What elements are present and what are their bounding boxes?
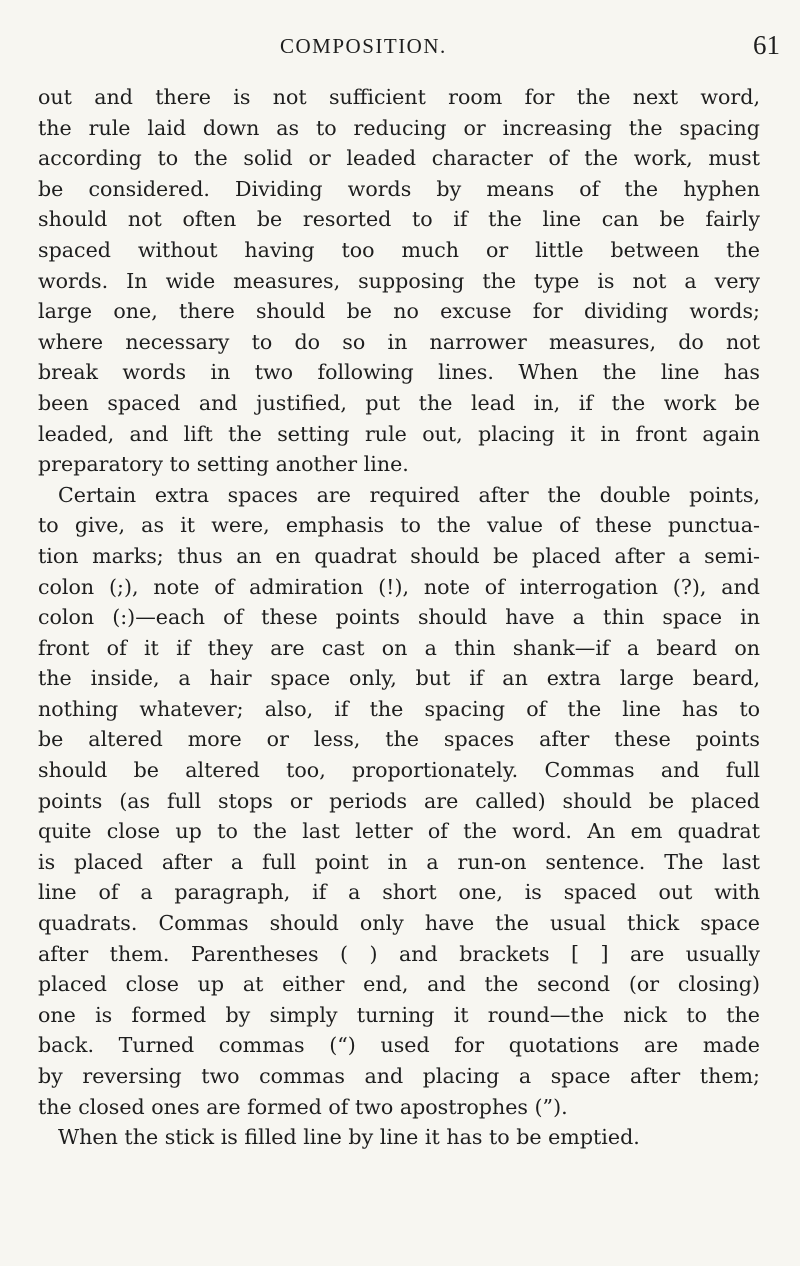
text-line: be altered more or less, the spaces after these points [38, 727, 760, 752]
paragraph-last-line: the closed ones are formed of two apostrophes (”). [38, 1094, 568, 1119]
text-line: When the stick is filled line by line it has to be emptied. [58, 1125, 640, 1150]
text-line: back. Turned commas (“) used for quotations are made [38, 1033, 760, 1058]
text-line: nothing whatever; also, if the spacing of the line has to [38, 696, 760, 721]
text-line: out and there is not sufficient room for the next word, [38, 85, 760, 109]
text-line: after them. Parentheses ( ) and brackets [ ] are usually [38, 941, 760, 966]
text-line: one is formed by simply turning it round—the nick to the [38, 1002, 760, 1027]
text-line: been spaced and justified, put the lead in, if the work be [38, 390, 760, 415]
body-text [38, 82, 760, 1153]
text-line: should be altered too, proportionately. Commas and full [38, 758, 760, 783]
text-line: front of it if they are cast on a thin shank—if a beard on [38, 635, 760, 660]
text-line: according to the solid or leaded character of the work, must [38, 146, 760, 171]
text-line: colon (;), note of admiration (!), note of interrogation (?), and [38, 574, 760, 599]
text-line: words. In wide measures, supposing the type is not a very [38, 268, 760, 293]
paragraph-last-line: preparatory to setting another line. [38, 452, 409, 477]
text-line: points (as full stops or periods are called) should be placed [38, 788, 760, 813]
text-line: should not often be resorted to if the line can be fairly [38, 207, 760, 232]
running-title: COMPOSITION. [280, 34, 447, 58]
text-line: be considered. Dividing words by means of the hyphen [38, 176, 760, 201]
text-line: leaded, and lift the setting rule out, placing it in front again [38, 421, 760, 446]
text-line: large one, there should be no excuse for dividing words; [38, 299, 760, 324]
text-line: break words in two following lines. When the line has [38, 360, 760, 385]
running-head [280, 30, 780, 60]
page-number: 61 [753, 30, 780, 60]
text-line: spaced without having too much or little between the [38, 237, 760, 262]
text-line: quadrats. Commas should only have the usual thick space [38, 911, 760, 936]
text-line: the inside, a hair space only, but if an extra large beard, [38, 666, 760, 691]
text-line: line of a paragraph, if a short one, is spaced out with [38, 880, 760, 905]
text-line: tion marks; thus an en quadrat should be placed after a semi- [38, 543, 760, 568]
text-line: colon (:)—each of these points should have a thin space in [38, 605, 760, 630]
text-line: where necessary to do so in narrower measures, do not [38, 329, 760, 354]
text-line: the rule laid down as to reducing or increasing the spacing [38, 115, 760, 140]
text-line: to give, as it were, emphasis to the value of these punctua- [38, 513, 760, 538]
text-line: is placed after a full point in a run-on sentence. The last [38, 849, 760, 874]
text-line: quite close up to the last letter of the word. An em quadrat [38, 819, 760, 844]
text-line: placed close up at either end, and the second (or closing) [38, 972, 760, 997]
paragraph-first-line: Certain extra spaces are required after the double points, [58, 482, 760, 507]
text-line: by reversing two commas and placing a space after them; [38, 1064, 760, 1088]
